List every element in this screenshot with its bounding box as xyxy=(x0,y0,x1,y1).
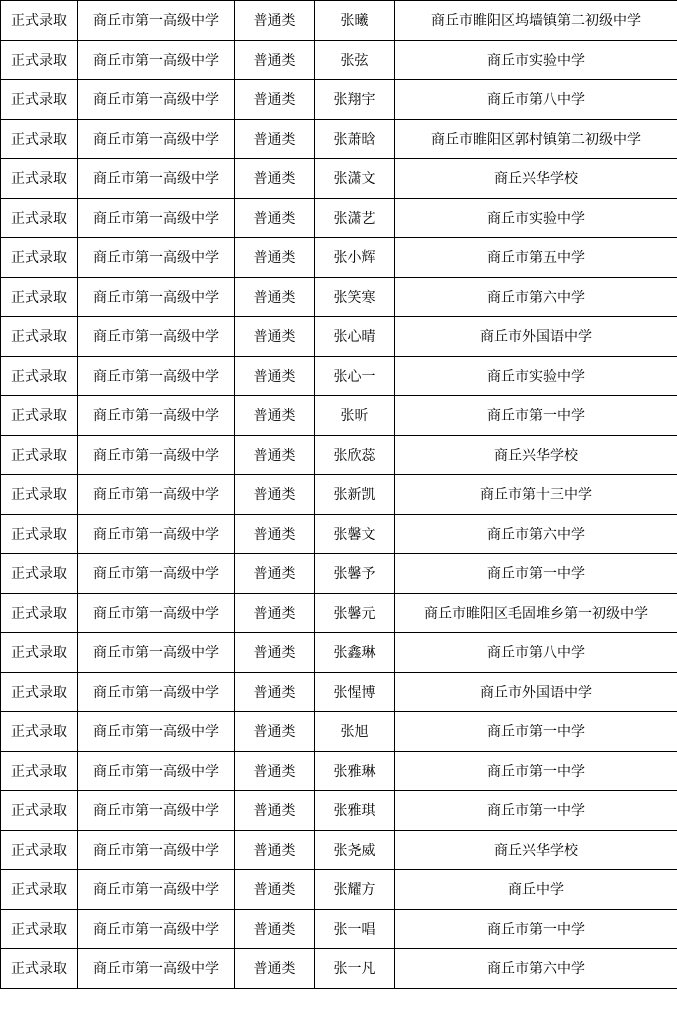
category-cell: 普通类 xyxy=(235,949,315,989)
table-row xyxy=(1,909,677,949)
category-cell: 普通类 xyxy=(235,751,315,791)
graduating-school-cell: 商丘市第八中学 xyxy=(395,633,677,673)
category-cell: 普通类 xyxy=(235,554,315,594)
category-cell: 普通类 xyxy=(235,712,315,752)
student-name-cell: 张昕 xyxy=(315,396,395,436)
graduating-school-cell: 商丘市第一中学 xyxy=(395,909,677,949)
student-name-cell: 张心晴 xyxy=(315,317,395,357)
category-cell: 普通类 xyxy=(235,277,315,317)
table-row xyxy=(1,356,677,396)
admitting-school-cell: 商丘市第一高级中学 xyxy=(78,949,235,989)
table-row xyxy=(1,514,677,554)
category-cell: 普通类 xyxy=(235,238,315,278)
admission-status-cell: 正式录取 xyxy=(1,435,78,475)
table-row xyxy=(1,119,677,159)
admission-status-cell: 正式录取 xyxy=(1,238,78,278)
student-name-cell: 张旭 xyxy=(315,712,395,752)
student-name-cell: 张曦 xyxy=(315,1,395,41)
table-row xyxy=(1,396,677,436)
admitting-school-cell: 商丘市第一高级中学 xyxy=(78,396,235,436)
admission-status-cell: 正式录取 xyxy=(1,870,78,910)
table-row xyxy=(1,159,677,199)
category-cell: 普通类 xyxy=(235,119,315,159)
admitting-school-cell: 商丘市第一高级中学 xyxy=(78,277,235,317)
admission-status-cell: 正式录取 xyxy=(1,475,78,515)
graduating-school-cell: 商丘中学 xyxy=(395,870,677,910)
category-cell: 普通类 xyxy=(235,317,315,357)
category-cell: 普通类 xyxy=(235,198,315,238)
student-name-cell: 张馨元 xyxy=(315,593,395,633)
category-cell: 普通类 xyxy=(235,514,315,554)
admission-status-cell: 正式录取 xyxy=(1,40,78,80)
graduating-school-cell: 商丘市第六中学 xyxy=(395,949,677,989)
admitting-school-cell: 商丘市第一高级中学 xyxy=(78,554,235,594)
graduating-school-cell: 商丘市第六中学 xyxy=(395,514,677,554)
admission-status-cell: 正式录取 xyxy=(1,198,78,238)
admission-status-cell: 正式录取 xyxy=(1,1,78,41)
admitting-school-cell: 商丘市第一高级中学 xyxy=(78,80,235,120)
category-cell: 普通类 xyxy=(235,435,315,475)
category-cell: 普通类 xyxy=(235,672,315,712)
admitting-school-cell: 商丘市第一高级中学 xyxy=(78,672,235,712)
graduating-school-cell: 商丘兴华学校 xyxy=(395,435,677,475)
category-cell: 普通类 xyxy=(235,1,315,41)
student-name-cell: 张潇文 xyxy=(315,159,395,199)
category-cell: 普通类 xyxy=(235,791,315,831)
table-row xyxy=(1,435,677,475)
graduating-school-cell: 商丘市实验中学 xyxy=(395,198,677,238)
table-row xyxy=(1,593,677,633)
admission-status-cell: 正式录取 xyxy=(1,633,78,673)
category-cell: 普通类 xyxy=(235,159,315,199)
graduating-school-cell: 商丘市睢阳区毛固堆乡第一初级中学 xyxy=(395,593,677,633)
admitting-school-cell: 商丘市第一高级中学 xyxy=(78,317,235,357)
category-cell: 普通类 xyxy=(235,396,315,436)
table-row xyxy=(1,712,677,752)
graduating-school-cell: 商丘市睢阳区坞墙镇第二初级中学 xyxy=(395,1,677,41)
student-name-cell: 张雅琪 xyxy=(315,791,395,831)
student-name-cell: 张馨予 xyxy=(315,554,395,594)
graduating-school-cell: 商丘市外国语中学 xyxy=(395,317,677,357)
table-row xyxy=(1,80,677,120)
student-name-cell: 张翔宇 xyxy=(315,80,395,120)
category-cell: 普通类 xyxy=(235,475,315,515)
graduating-school-cell: 商丘市第一中学 xyxy=(395,791,677,831)
student-name-cell: 张潇艺 xyxy=(315,198,395,238)
admitting-school-cell: 商丘市第一高级中学 xyxy=(78,159,235,199)
table-row xyxy=(1,672,677,712)
admission-status-cell: 正式录取 xyxy=(1,159,78,199)
category-cell: 普通类 xyxy=(235,593,315,633)
category-cell: 普通类 xyxy=(235,909,315,949)
table-row xyxy=(1,475,677,515)
student-name-cell: 张新凯 xyxy=(315,475,395,515)
admission-status-cell: 正式录取 xyxy=(1,514,78,554)
admission-status-cell: 正式录取 xyxy=(1,751,78,791)
admitting-school-cell: 商丘市第一高级中学 xyxy=(78,238,235,278)
category-cell: 普通类 xyxy=(235,80,315,120)
admission-status-cell: 正式录取 xyxy=(1,791,78,831)
admission-status-cell: 正式录取 xyxy=(1,119,78,159)
admitting-school-cell: 商丘市第一高级中学 xyxy=(78,40,235,80)
admitting-school-cell: 商丘市第一高级中学 xyxy=(78,909,235,949)
admitting-school-cell: 商丘市第一高级中学 xyxy=(78,712,235,752)
category-cell: 普通类 xyxy=(235,633,315,673)
graduating-school-cell: 商丘市第六中学 xyxy=(395,277,677,317)
category-cell: 普通类 xyxy=(235,40,315,80)
student-name-cell: 张耀方 xyxy=(315,870,395,910)
graduating-school-cell: 商丘市实验中学 xyxy=(395,40,677,80)
graduating-school-cell: 商丘市实验中学 xyxy=(395,356,677,396)
admitting-school-cell: 商丘市第一高级中学 xyxy=(78,119,235,159)
admitting-school-cell: 商丘市第一高级中学 xyxy=(78,791,235,831)
table-row xyxy=(1,277,677,317)
student-name-cell: 张雅琳 xyxy=(315,751,395,791)
table-row xyxy=(1,791,677,831)
admission-status-cell: 正式录取 xyxy=(1,277,78,317)
table-row xyxy=(1,554,677,594)
admitting-school-cell: 商丘市第一高级中学 xyxy=(78,593,235,633)
admission-status-cell: 正式录取 xyxy=(1,712,78,752)
admission-status-cell: 正式录取 xyxy=(1,317,78,357)
category-cell: 普通类 xyxy=(235,356,315,396)
table-row xyxy=(1,40,677,80)
table-row xyxy=(1,949,677,989)
admitting-school-cell: 商丘市第一高级中学 xyxy=(78,751,235,791)
admission-status-cell: 正式录取 xyxy=(1,672,78,712)
graduating-school-cell: 商丘市第一中学 xyxy=(395,751,677,791)
student-name-cell: 张鑫琳 xyxy=(315,633,395,673)
student-name-cell: 张一唱 xyxy=(315,909,395,949)
student-name-cell: 张萧晗 xyxy=(315,119,395,159)
admission-status-cell: 正式录取 xyxy=(1,593,78,633)
admission-status-cell: 正式录取 xyxy=(1,554,78,594)
admitting-school-cell: 商丘市第一高级中学 xyxy=(78,356,235,396)
graduating-school-cell: 商丘市第五中学 xyxy=(395,238,677,278)
admission-status-cell: 正式录取 xyxy=(1,949,78,989)
student-name-cell: 张馨文 xyxy=(315,514,395,554)
table-row xyxy=(1,870,677,910)
student-name-cell: 张惺博 xyxy=(315,672,395,712)
graduating-school-cell: 商丘市第八中学 xyxy=(395,80,677,120)
category-cell: 普通类 xyxy=(235,830,315,870)
admitting-school-cell: 商丘市第一高级中学 xyxy=(78,514,235,554)
graduating-school-cell: 商丘市第十三中学 xyxy=(395,475,677,515)
admitting-school-cell: 商丘市第一高级中学 xyxy=(78,198,235,238)
admitting-school-cell: 商丘市第一高级中学 xyxy=(78,1,235,41)
graduating-school-cell: 商丘市睢阳区郭村镇第二初级中学 xyxy=(395,119,677,159)
admission-status-cell: 正式录取 xyxy=(1,80,78,120)
table-row xyxy=(1,238,677,278)
admission-status-cell: 正式录取 xyxy=(1,909,78,949)
admitting-school-cell: 商丘市第一高级中学 xyxy=(78,633,235,673)
admission-table-body xyxy=(1,1,677,989)
graduating-school-cell: 商丘兴华学校 xyxy=(395,830,677,870)
admitting-school-cell: 商丘市第一高级中学 xyxy=(78,870,235,910)
table-row xyxy=(1,830,677,870)
table-row xyxy=(1,198,677,238)
admitting-school-cell: 商丘市第一高级中学 xyxy=(78,475,235,515)
student-name-cell: 张心一 xyxy=(315,356,395,396)
admission-status-cell: 正式录取 xyxy=(1,396,78,436)
graduating-school-cell: 商丘兴华学校 xyxy=(395,159,677,199)
graduating-school-cell: 商丘市第一中学 xyxy=(395,396,677,436)
student-name-cell: 张小辉 xyxy=(315,238,395,278)
graduating-school-cell: 商丘市第一中学 xyxy=(395,712,677,752)
table-row xyxy=(1,751,677,791)
student-name-cell: 张弦 xyxy=(315,40,395,80)
student-name-cell: 张欣蕊 xyxy=(315,435,395,475)
table-row xyxy=(1,317,677,357)
student-name-cell: 张一凡 xyxy=(315,949,395,989)
student-name-cell: 张笑寒 xyxy=(315,277,395,317)
student-name-cell: 张尧威 xyxy=(315,830,395,870)
graduating-school-cell: 商丘市第一中学 xyxy=(395,554,677,594)
graduating-school-cell: 商丘市外国语中学 xyxy=(395,672,677,712)
table-row xyxy=(1,1,677,41)
category-cell: 普通类 xyxy=(235,870,315,910)
admission-status-cell: 正式录取 xyxy=(1,356,78,396)
admitting-school-cell: 商丘市第一高级中学 xyxy=(78,830,235,870)
admission-status-cell: 正式录取 xyxy=(1,830,78,870)
table-row xyxy=(1,633,677,673)
admitting-school-cell: 商丘市第一高级中学 xyxy=(78,435,235,475)
